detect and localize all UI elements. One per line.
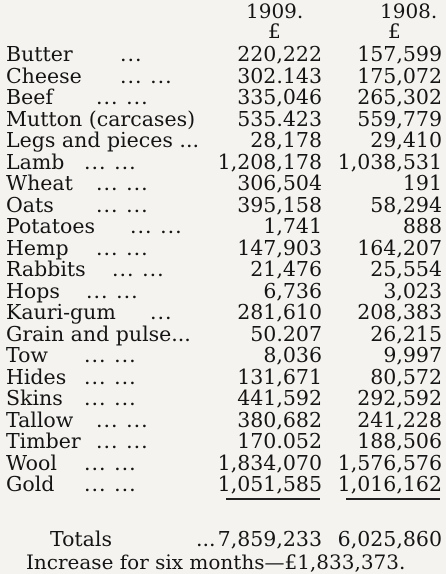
table-row: [0, 302, 446, 324]
leader-dots: ... ...: [86, 278, 139, 303]
value-1908: 164,207: [357, 235, 442, 260]
table-row: [0, 173, 446, 195]
commodity-label: Lamb: [6, 149, 65, 174]
value-1909: 1,208,178: [217, 149, 322, 174]
value-1909: 220,222: [237, 42, 322, 66]
table-row: [0, 63, 446, 88]
leader-dots: ...: [120, 42, 143, 66]
table-row: [0, 87, 446, 109]
table-row: [0, 474, 446, 496]
commodity-label: Wool: [6, 450, 57, 475]
value-1909: 1,051,585: [217, 472, 322, 496]
value-1909: 8,036: [263, 343, 322, 367]
commodity-label: Gold: [6, 472, 55, 496]
total-rule-1908: [346, 498, 440, 500]
value-1908: 1,038,531: [337, 149, 442, 174]
leader-dots: ... ...: [84, 343, 137, 367]
commodity-label: Potatoes: [6, 214, 95, 238]
leader-dots: ...: [150, 300, 173, 324]
commodity-label: Grain and pulse...: [6, 321, 191, 346]
value-1908: 188,506: [357, 429, 442, 453]
value-1908: 80,572: [370, 364, 442, 389]
leader-dots: ... ...: [84, 472, 137, 496]
table-row: [0, 450, 446, 475]
table-row: [0, 259, 446, 281]
commodity-label: Cheese: [6, 63, 82, 88]
table-row: [0, 235, 446, 260]
value-1908: 3,023: [383, 278, 442, 303]
leader-dots: ... ...: [84, 450, 137, 475]
leader-dots: ... ...: [96, 85, 149, 109]
value-1908: 208,383: [357, 300, 442, 324]
value-1908: 241,228: [357, 407, 442, 432]
value-1909: 395,158: [237, 192, 322, 217]
value-1908: 29,410: [370, 128, 442, 152]
table-row: [0, 216, 446, 238]
value-1909: 335,046: [237, 85, 322, 109]
value-1908: 26,215: [370, 321, 442, 346]
table-row: [0, 388, 446, 410]
table-header: [0, 0, 446, 44]
table-row: [0, 431, 446, 453]
value-1909: 535.423: [237, 106, 322, 131]
table-row: [0, 407, 446, 432]
leader-dots: ... ...: [96, 407, 149, 432]
value-1908: 1,576,576: [337, 450, 442, 475]
value-1909: 380,682: [237, 407, 322, 432]
commodity-label: Tallow: [6, 407, 74, 432]
totals-1908-value: 6,025,860: [337, 527, 442, 551]
leader-dots: ... ...: [96, 429, 149, 453]
value-1908: 9,997: [383, 343, 442, 367]
value-1909: 147,903: [237, 235, 322, 260]
commodity-label: Tow: [6, 343, 48, 367]
value-1909: 441,592: [237, 386, 322, 410]
leader-dots: ... ...: [130, 214, 183, 238]
table-row: [0, 364, 446, 389]
totals-1909-value: 7,859,233: [217, 527, 322, 551]
value-1909: 1,834,070: [217, 450, 322, 475]
table-row: [0, 106, 446, 131]
value-1909: 28,178: [250, 128, 322, 152]
currency-1909-heading: £: [268, 19, 281, 43]
commodity-label: Beef: [6, 85, 53, 109]
value-1909: 302.143: [237, 63, 322, 88]
year-1908-heading: 1908.: [380, 0, 438, 23]
totals-dots: ...: [196, 527, 216, 551]
commodity-label: Hides: [6, 364, 67, 389]
leader-dots: ... ...: [84, 386, 137, 410]
table-row: [0, 44, 446, 66]
value-1908: 157,599: [357, 42, 442, 66]
leader-dots: ... ...: [96, 171, 149, 195]
leader-dots: ... ...: [120, 63, 173, 88]
value-1908: 559,779: [357, 106, 442, 131]
commodity-label: Hops: [6, 278, 60, 303]
value-1908: 58,294: [370, 192, 442, 217]
leader-dots: ... ...: [96, 235, 149, 260]
commodity-label: Oats: [6, 192, 54, 217]
value-1909: 306,504: [237, 171, 322, 195]
value-1909: 50.207: [250, 321, 322, 346]
leader-dots: ... ...: [84, 149, 137, 174]
table-row: [0, 345, 446, 367]
commodity-label: Hemp: [6, 235, 69, 260]
table-row: [0, 149, 446, 174]
value-1908: 175,072: [357, 63, 442, 88]
value-1909: 170.052: [237, 429, 322, 453]
value-1909: 6,736: [263, 278, 322, 303]
leader-dots: ... ...: [96, 192, 149, 217]
currency-1908-heading: £: [388, 19, 401, 43]
commodity-label: Timber: [6, 429, 81, 453]
year-1909-heading: 1909.: [246, 0, 304, 23]
commodity-label: Mutton (carcases): [6, 106, 196, 131]
commodity-label: Rabbits: [6, 257, 86, 281]
commodity-label: Butter: [6, 42, 73, 66]
value-1909: 1,741: [263, 214, 322, 238]
value-1909: 21,476: [250, 257, 322, 281]
leader-dots: ... ...: [84, 364, 137, 389]
total-rule-1909: [226, 498, 320, 500]
commodity-label: Wheat: [6, 171, 73, 195]
commodity-label: Skins: [6, 386, 63, 410]
export-rows: [0, 44, 446, 496]
value-1908: 25,554: [370, 257, 442, 281]
totals-label: Totals: [50, 527, 112, 551]
table-row: [0, 321, 446, 346]
value-1908: 292,592: [357, 386, 442, 410]
value-1908: 265,302: [357, 85, 442, 109]
increase-note: Increase for six months—£1,833,373.: [26, 550, 406, 574]
value-1909: 281,610: [237, 300, 322, 324]
table-row: [0, 278, 446, 303]
commodity-label: Kauri-gum: [6, 300, 116, 324]
commodity-label: Legs and pieces ...: [6, 128, 199, 152]
leader-dots: ... ...: [112, 257, 165, 281]
value-1909: 131,671: [237, 364, 322, 389]
value-1908: 1,016,162: [337, 472, 442, 496]
value-1908: 888: [402, 214, 442, 238]
table-row: [0, 130, 446, 152]
table-row: [0, 192, 446, 217]
value-1908: 191: [402, 171, 442, 195]
